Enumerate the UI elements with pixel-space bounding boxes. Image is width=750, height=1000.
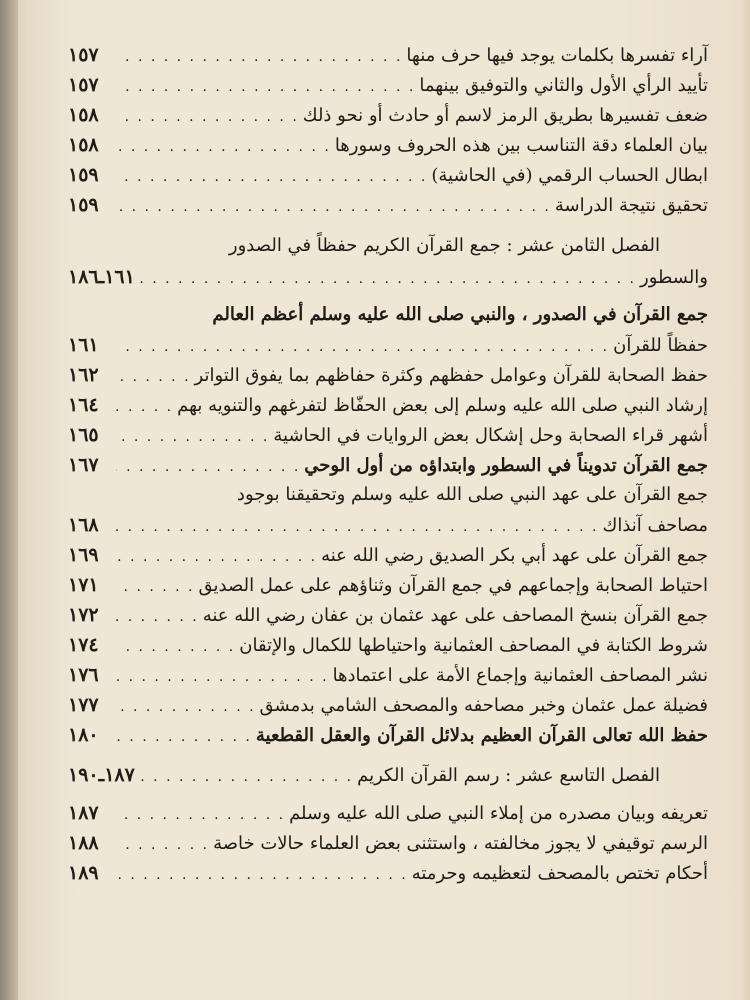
- dot-leader: [116, 572, 195, 602]
- entry-title: جمع القرآن على عهد أبي بكر الصديق رضي الله عنه: [321, 545, 708, 566]
- dot-leader: [116, 332, 609, 362]
- dot-leader: [116, 602, 199, 632]
- toc-entry: [68, 390, 708, 420]
- toc-entry: [68, 540, 708, 570]
- entry-title: جمع القرآن تدويناً في السطور وابتداؤه من أول الوحي: [304, 455, 708, 476]
- chapter-title: الفصل التاسع عشر : رسم القرآن الكريم: [357, 765, 660, 786]
- toc-entry: [68, 510, 708, 540]
- toc-entry: [68, 330, 708, 360]
- chapter-page-range: ١٨٧ـ١٩٠: [68, 764, 135, 786]
- dot-leader: [116, 42, 402, 72]
- toc-entry-line: جمع القرآن على عهد النبي صلى الله عليه وسلم وتحقيقنا بوجود: [236, 484, 708, 505]
- entry-title: حفظاً للقرآن: [613, 335, 708, 356]
- toc-entry: [68, 190, 708, 220]
- entry-title: مصاحف آنذاك: [602, 515, 708, 536]
- page-number: ١٦٤: [68, 394, 99, 416]
- page-number: ١٨٧: [68, 802, 99, 824]
- page-number: ١٥٧: [68, 44, 99, 66]
- page-number: ١٧٧: [68, 694, 99, 716]
- dot-leader: [116, 162, 427, 192]
- page-number: ١٧٤: [68, 634, 99, 656]
- toc-entry: [68, 570, 708, 600]
- page-number: ١٥٨: [68, 134, 99, 156]
- page-number: ١٨٠: [68, 724, 99, 746]
- toc-entry: [68, 720, 708, 750]
- dot-leader: [116, 632, 235, 662]
- page-number: ١٧١: [68, 574, 99, 596]
- dot-leader: [116, 102, 299, 132]
- book-gutter: [0, 0, 18, 1000]
- chapter-title-cont: [68, 262, 708, 292]
- dot-leader: [116, 542, 317, 572]
- entry-title: شروط الكتابة في المصاحف العثمانية واحتياطها للكمال والإتقان: [239, 635, 708, 656]
- page-number: ١٧٦: [68, 664, 99, 686]
- entry-title: تأييد الرأي الأول والثاني والتوفيق بينهما: [419, 75, 708, 96]
- toc-entry: [68, 828, 708, 858]
- dot-leader: [116, 422, 269, 452]
- entry-title: فضيلة عمل عثمان وخبر مصاحفه والمصحف الشامي بدمشق: [259, 695, 708, 716]
- entry-title: حفظ الصحابة للقرآن وعوامل حفظهم وكثرة حفاظهم بما يفوق التواتر: [194, 365, 708, 386]
- page-number: ١٦٥: [68, 424, 99, 446]
- entry-title: بيان العلماء دقة التناسب بين هذه الحروف وسورها: [334, 135, 708, 156]
- toc-entry: [68, 70, 708, 100]
- toc-entry: [68, 360, 708, 390]
- dot-leader: [116, 512, 598, 542]
- page-number: ١٦٧: [68, 454, 99, 476]
- entry-title: جمع القرآن بنسخ المصاحف على عهد عثمان بن عفان رضي الله عنه: [202, 605, 708, 626]
- toc-entry: [68, 160, 708, 190]
- dot-leader: [116, 692, 256, 722]
- entry-title: إرشاد النبي صلى الله عليه وسلم إلى بعض الحفّاظ لتفرغهم والتنويه بهم: [177, 395, 708, 416]
- toc-entry: [68, 600, 708, 630]
- chapter-title-line2: والسطور: [640, 267, 708, 288]
- dot-leader: [116, 132, 331, 162]
- dot-leader: [116, 362, 191, 392]
- page-number: ١٧٢: [68, 604, 99, 626]
- page-number: ١٦٩: [68, 544, 99, 566]
- dot-leader: [116, 192, 551, 222]
- dot-leader: [116, 452, 300, 482]
- table-of-contents: [68, 40, 708, 888]
- toc-entry-line: جمع القرآن في الصدور ، والنبي صلى الله عليه وسلم أعظم العالم: [212, 304, 708, 325]
- dot-leader: [116, 392, 173, 422]
- dot-leader: [116, 800, 285, 830]
- toc-entry: [68, 660, 708, 690]
- chapter-title: الفصل الثامن عشر : جمع القرآن الكريم حفظاً في الصدور: [228, 235, 660, 256]
- entry-title: الرسم توقيفي لا يجوز مخالفته ، واستثنى بعض العلماء حالات خاصة: [213, 833, 708, 854]
- entry-title: أحكام تختص بالمصحف لتعظيمه وحرمته: [411, 863, 708, 884]
- entry-title: ضعف تفسيرها بطريق الرمز لاسم أو حادث أو نحو ذلك: [302, 105, 708, 126]
- page-number: ١٨٩: [68, 862, 99, 884]
- toc-entry: [68, 100, 708, 130]
- page-number: ١٥٨: [68, 104, 99, 126]
- entry-title: نشر المصاحف العثمانية وإجماع الأمة على اعتمادها: [332, 665, 708, 686]
- page-number: ١٨٨: [68, 832, 99, 854]
- entry-title: آراء تفسرها بكلمات يوجد فيها حرف منها: [406, 45, 708, 66]
- dot-leader: [116, 860, 408, 890]
- toc-entry: [68, 420, 708, 450]
- dot-leader: [139, 264, 636, 294]
- toc-entry: [68, 798, 708, 828]
- page-number: ١٦١: [68, 334, 99, 356]
- chapter-page-range: ١٦١ـ١٨٦: [68, 266, 135, 288]
- dot-leader: [116, 662, 329, 692]
- entry-title: ابطال الحساب الرقمي (في الحاشية): [431, 165, 708, 186]
- entry-title: تعريفه وبيان مصدره من إملاء النبي صلى الله عليه وسلم: [289, 803, 708, 824]
- page-number: ١٥٩: [68, 194, 99, 216]
- page-number: ١٥٧: [68, 74, 99, 96]
- dot-leader: [116, 72, 415, 102]
- entry-title: تحقيق نتيجة الدراسة: [554, 195, 708, 216]
- entry-title: أشهر قراء الصحابة وحل إشكال بعض الروايات في الحاشية: [273, 425, 708, 446]
- entry-title: حفظ الله تعالى القرآن العظيم بدلائل القرآن والعقل القطعية: [255, 725, 708, 746]
- dot-leader: [116, 830, 209, 860]
- page-number: ١٥٩: [68, 164, 99, 186]
- toc-entry: [68, 690, 708, 720]
- page-number: ١٦٢: [68, 364, 99, 386]
- dot-leader: [139, 762, 353, 792]
- dot-leader: [116, 722, 252, 752]
- chapter-19-heading: [68, 760, 708, 790]
- chapter-title-row: [68, 760, 708, 790]
- page-number: ١٦٨: [68, 514, 99, 536]
- toc-entry: [68, 858, 708, 888]
- toc-entry: [68, 130, 708, 160]
- entry-title: احتياط الصحابة وإجماعهم في جمع القرآن وثناؤهم على عمل الصديق: [198, 575, 708, 596]
- toc-entry: [68, 450, 708, 480]
- chapter-18-heading: [68, 230, 708, 292]
- toc-entry: [68, 40, 708, 70]
- toc-entry: [68, 630, 708, 660]
